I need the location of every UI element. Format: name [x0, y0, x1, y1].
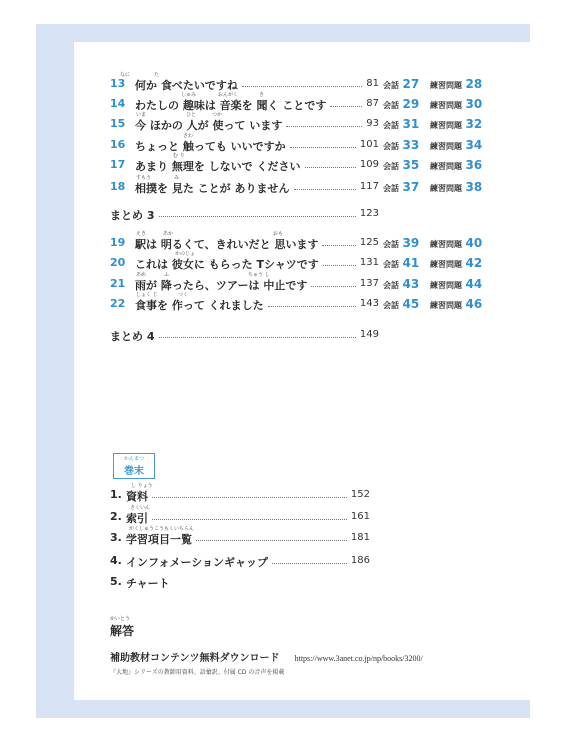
- furigana: ちゅう し: [248, 272, 270, 278]
- lesson-number: 13: [110, 77, 126, 90]
- kaiwa-ref: [383, 256, 419, 270]
- lesson-title: ちょっと 触っても いいですか: [135, 140, 286, 153]
- lesson-page: 125: [359, 237, 379, 248]
- renshu-number: 28: [465, 77, 483, 91]
- kaiwa-ref: [383, 180, 419, 194]
- furigana: つく: [178, 292, 189, 298]
- appendix-number: 2.: [110, 510, 122, 523]
- renshu-number: 38: [465, 180, 483, 194]
- kaiwa-label: 会話: [383, 121, 399, 130]
- matome-row: [110, 207, 532, 223]
- lesson-number: 18: [110, 180, 126, 193]
- kanmatsu-label-box: [113, 453, 155, 479]
- kaiwa-ref: [383, 158, 419, 172]
- renshu-label: 練習問題: [430, 184, 462, 193]
- lesson-row: [110, 236, 532, 252]
- appendix-row: [110, 554, 370, 570]
- lesson-page: 109: [359, 159, 379, 170]
- furigana: がくしゅうこうもくいちらん: [129, 526, 195, 532]
- furigana: さくいん: [130, 505, 151, 511]
- lesson-row: [110, 158, 532, 174]
- download-title: 補助教材コンテンツ無料ダウンロード: [110, 653, 280, 664]
- lesson-title: 食事を 作って くれました: [135, 299, 264, 312]
- lesson-page: 87: [366, 98, 379, 109]
- appendix-number: 3.: [110, 531, 122, 544]
- matome-number: 3: [146, 209, 155, 222]
- lesson-number: 17: [110, 158, 126, 171]
- kaitou-heading: 解答: [110, 624, 135, 638]
- kanmatsu-title: 巻末: [124, 466, 144, 477]
- furigana: ふ: [164, 272, 170, 278]
- lesson-title: 今 ほかの 人が 使って います: [135, 119, 283, 132]
- kaiwa-label: 会話: [383, 101, 399, 110]
- download-note: 『大地』シリーズの教師用資料、語彙訳、付属 CD の音声を掲載: [110, 669, 285, 676]
- dot-leader: [268, 306, 356, 307]
- appendix-number: 1.: [110, 488, 122, 501]
- appendix-row: [110, 488, 370, 504]
- furigana: あめ: [136, 272, 147, 278]
- appendix-page: 161: [350, 511, 370, 522]
- renshu-number: 30: [465, 97, 483, 111]
- kaiwa-number: 39: [402, 236, 420, 250]
- kaiwa-label: 会話: [383, 162, 399, 171]
- lesson-row: [110, 180, 532, 196]
- lesson-title: あまり 無理を しないで ください: [135, 160, 301, 173]
- lesson-page: 143: [359, 298, 379, 309]
- renshu-label: 練習問題: [430, 260, 462, 269]
- kaiwa-ref: [383, 236, 419, 250]
- lesson-title: 相撲を 見た ことが ありません: [135, 182, 290, 195]
- appendix-title: 資料: [126, 490, 148, 503]
- appendix-number: 4.: [110, 554, 122, 567]
- renshu-ref: [430, 117, 482, 131]
- dot-leader: [322, 245, 356, 246]
- renshu-number: 44: [465, 277, 483, 291]
- dot-leader: [290, 147, 356, 148]
- lesson-title: 雨が 降ったら、ツアーは 中止です: [135, 279, 308, 292]
- lesson-page: 131: [359, 257, 379, 268]
- furigana: き: [259, 92, 265, 98]
- kaiwa-label: 会話: [383, 142, 399, 151]
- renshu-ref: [430, 138, 482, 152]
- lesson-title: 駅は 明るくて、きれいだと 思います: [135, 238, 319, 251]
- renshu-ref: [430, 97, 482, 111]
- matome-page: 123: [359, 208, 379, 219]
- lesson-page: 81: [366, 78, 379, 89]
- lesson-row: [110, 77, 532, 93]
- renshu-label: 練習問題: [430, 281, 462, 290]
- renshu-number: 32: [465, 117, 483, 131]
- appendix-number: 5.: [110, 575, 122, 588]
- kaiwa-label: 会話: [383, 281, 399, 290]
- renshu-number: 42: [465, 256, 483, 270]
- renshu-number: 46: [465, 297, 483, 311]
- dot-leader: [159, 337, 356, 338]
- lesson-row: [110, 97, 532, 113]
- furigana: おんがく: [218, 92, 239, 98]
- dot-leader: [286, 126, 362, 127]
- kaiwa-ref: [383, 277, 419, 291]
- furigana: ひと: [186, 112, 197, 118]
- dot-leader: [311, 286, 356, 287]
- appendix-page: 186: [350, 555, 370, 566]
- dot-leader: [272, 563, 347, 564]
- kaiwa-number: 31: [402, 117, 420, 131]
- lesson-row: [110, 256, 532, 272]
- appendix-page: 181: [350, 532, 370, 543]
- furigana: しゅみ: [181, 92, 197, 98]
- lesson-row: [110, 117, 532, 133]
- furigana: かのじょ: [175, 251, 196, 257]
- dot-leader: [323, 265, 356, 266]
- dot-leader: [305, 167, 356, 168]
- renshu-label: 練習問題: [430, 301, 462, 310]
- kaiwa-number: 45: [402, 297, 420, 311]
- lesson-row: [110, 277, 532, 293]
- dot-leader: [152, 497, 347, 498]
- renshu-label: 練習問題: [430, 81, 462, 90]
- appendix-page: 152: [350, 489, 370, 500]
- lesson-row: [110, 297, 532, 313]
- kaiwa-number: 27: [402, 77, 420, 91]
- kanmatsu-ruby: かんまつ: [123, 456, 144, 462]
- lesson-page: 137: [359, 278, 379, 289]
- kaiwa-label: 会話: [383, 260, 399, 269]
- kaiwa-label: 会話: [383, 301, 399, 310]
- kaiwa-ref: [383, 77, 419, 91]
- lesson-number: 22: [110, 297, 126, 310]
- matome-label: まとめ: [110, 330, 143, 343]
- lesson-page: 101: [359, 139, 379, 150]
- matome-label: まとめ: [110, 209, 143, 222]
- furigana: み: [174, 175, 180, 181]
- furigana: さわ: [183, 133, 194, 139]
- furigana: あか: [163, 231, 174, 237]
- lesson-page: 117: [359, 181, 379, 192]
- kaiwa-number: 41: [402, 256, 420, 270]
- lesson-number: 15: [110, 117, 126, 130]
- kaiwa-label: 会話: [383, 240, 399, 249]
- appendix-title: 学習項目一覧: [126, 533, 192, 546]
- furigana: すもう: [136, 175, 152, 181]
- matome-page: 149: [359, 329, 379, 340]
- lesson-number: 16: [110, 138, 126, 151]
- appendix-row: [110, 575, 370, 591]
- dot-leader: [242, 86, 362, 87]
- appendix-row: [110, 510, 370, 526]
- furigana: いま: [136, 112, 147, 118]
- furigana: なに: [120, 72, 131, 78]
- kaiwa-label: 会話: [383, 81, 399, 90]
- lesson-number: 20: [110, 256, 126, 269]
- dot-leader: [152, 519, 347, 520]
- matome-row: [110, 328, 532, 344]
- lesson-page: 93: [366, 118, 379, 129]
- furigana: つか: [212, 112, 223, 118]
- lesson-title: 何か 食べたいですね: [135, 79, 238, 92]
- renshu-ref: [430, 297, 482, 311]
- renshu-label: 練習問題: [430, 142, 462, 151]
- lesson-title: わたしの 趣味は 音楽を 聞く ことです: [135, 99, 327, 112]
- dot-leader: [294, 189, 356, 190]
- download-url[interactable]: https://www.3anet.co.jp/np/books/3200/: [294, 654, 423, 663]
- furigana: し りょう: [131, 483, 153, 489]
- furigana: む り: [173, 153, 185, 159]
- lesson-number: 14: [110, 97, 126, 110]
- furigana: えき: [136, 231, 147, 237]
- appendix-title: チャート: [126, 577, 170, 590]
- renshu-ref: [430, 180, 482, 194]
- renshu-ref: [430, 256, 482, 270]
- renshu-label: 練習問題: [430, 240, 462, 249]
- matome-title: [110, 207, 155, 223]
- dot-leader: [196, 540, 347, 541]
- kaiwa-number: 35: [402, 158, 420, 172]
- matome-number: 4: [146, 330, 155, 343]
- appendix-title: 索引: [126, 512, 148, 525]
- download-line: [110, 646, 423, 665]
- appendix-title: インフォメーションギャップ: [126, 556, 269, 569]
- matome-title: [110, 328, 155, 344]
- kaiwa-number: 29: [402, 97, 420, 111]
- kaiwa-number: 37: [402, 180, 420, 194]
- renshu-number: 34: [465, 138, 483, 152]
- renshu-label: 練習問題: [430, 162, 462, 171]
- renshu-ref: [430, 158, 482, 172]
- kaiwa-ref: [383, 117, 419, 131]
- kaiwa-ref: [383, 297, 419, 311]
- renshu-ref: [430, 77, 482, 91]
- kaitou-ruby: かいとう: [110, 616, 131, 622]
- kaiwa-number: 33: [402, 138, 420, 152]
- dot-leader: [159, 216, 356, 217]
- renshu-label: 練習問題: [430, 101, 462, 110]
- furigana: しょく じ: [136, 292, 158, 298]
- renshu-ref: [430, 277, 482, 291]
- furigana: おも: [273, 231, 284, 237]
- furigana: た: [154, 72, 160, 78]
- renshu-number: 36: [465, 158, 483, 172]
- lesson-number: 19: [110, 236, 126, 249]
- kaiwa-number: 43: [402, 277, 420, 291]
- kaiwa-ref: [383, 97, 419, 111]
- appendix-row: [110, 531, 370, 547]
- kaiwa-ref: [383, 138, 419, 152]
- renshu-ref: [430, 236, 482, 250]
- kaiwa-label: 会話: [383, 184, 399, 193]
- lesson-title: これは 彼女に もらった Tシャツです: [135, 258, 319, 271]
- renshu-label: 練習問題: [430, 121, 462, 130]
- lesson-number: 21: [110, 277, 126, 290]
- renshu-number: 40: [465, 236, 483, 250]
